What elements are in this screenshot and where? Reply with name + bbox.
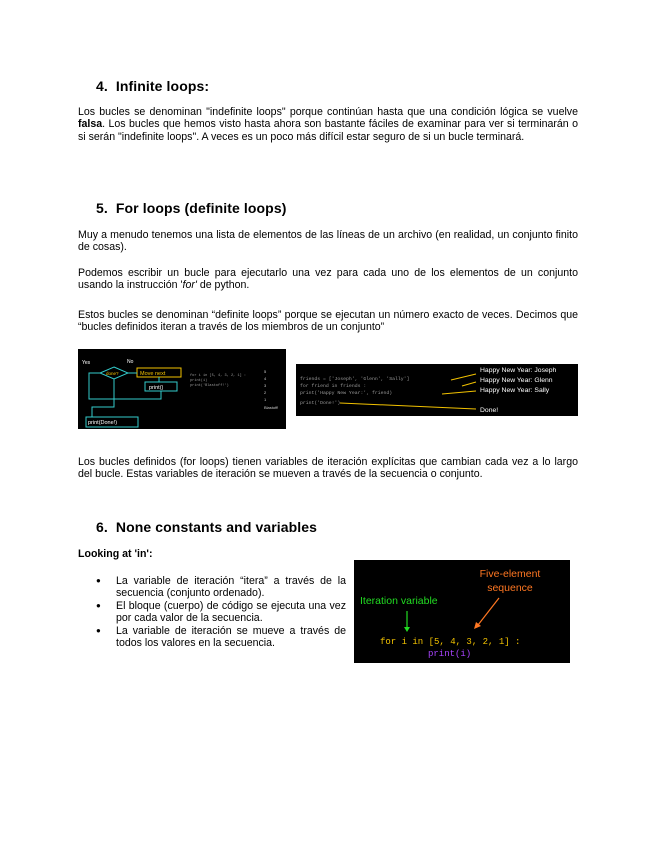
flowchart-code-line: for i in [5, 4, 3, 2, 1] : xyxy=(190,374,247,378)
section-5-title: For loops (definite loops) xyxy=(115,200,287,216)
list-item: ● El bloque (cuerpo) de código se ejecuta una vez por cada valor de la secuencia. xyxy=(94,600,346,625)
section-4-bold-word: falsa xyxy=(78,118,103,131)
iteration-arrowhead xyxy=(404,627,410,632)
sequence-label-line-1: Five-element xyxy=(479,568,541,580)
section-6-title: None constants and variables xyxy=(115,519,318,535)
section-6-number: 6. xyxy=(96,519,108,535)
flowchart-svg xyxy=(78,349,286,429)
friends-code-line: for friend in friends : xyxy=(300,384,367,389)
in-diagram-svg xyxy=(354,560,570,663)
move-next-label: Move next xyxy=(140,371,166,377)
section-4-heading xyxy=(96,78,209,94)
sequence-label-line-2: sequence xyxy=(487,582,533,594)
friends-code-line: friends = ['Joseph', 'Glenn', 'Sally'] xyxy=(300,377,410,382)
friends-code-line: print('Happy New Year:', friend) xyxy=(300,391,393,396)
section-4-title: Infinite loops: xyxy=(115,78,210,94)
friends-output xyxy=(480,367,557,414)
flowchart-image xyxy=(78,349,286,429)
section-4-text-b: . Los bucles que hemos visto hasta ahora son bastante fáciles de examinar para ver si terminarán o si serán "indefinite loops". A veces es un poco más difícil estar seguro de si un bucle terminará. xyxy=(78,118,578,143)
flowchart-output-line: Blastoff! xyxy=(264,405,279,410)
section-6-heading xyxy=(96,519,317,535)
decision-label: done? xyxy=(106,371,119,376)
friends-code-line: print('Done!') xyxy=(300,401,341,406)
section-6-subheading: Looking at 'in': xyxy=(78,548,153,560)
friends-code xyxy=(300,376,409,406)
flowchart-output-line: 1 xyxy=(264,397,267,402)
friends-example-image xyxy=(296,364,578,416)
flowchart-output-line: 4 xyxy=(264,376,267,381)
friends-output-line: Happy New Year: Glenn xyxy=(480,377,553,384)
in-keyword-diagram xyxy=(354,560,570,663)
iteration-variable-label: Iteration variable xyxy=(360,595,438,607)
sequence-arrow xyxy=(478,598,499,625)
in-code-line-1: for i in [5, 4, 3, 2, 1] : xyxy=(380,637,521,647)
yes-label: Yes xyxy=(82,360,91,366)
friends-output-line: Happy New Year: Joseph xyxy=(480,367,557,374)
in-code-line-2: print(i) xyxy=(428,649,472,659)
friends-svg xyxy=(296,364,578,416)
done-label: print(Done!) xyxy=(88,420,118,426)
section-4-number: 4. xyxy=(96,78,108,94)
flowchart-output-line: 5 xyxy=(264,369,267,374)
list-item: ● La variable de iteración se mueve a través de todos los valores en la secuencia. xyxy=(94,625,346,650)
list-item: ● La variable de iteración “itera” a través de la secuencia (conjunto ordenado). xyxy=(94,575,346,600)
flowchart-code xyxy=(190,373,246,388)
section-5-p2-text-a: Podemos escribir un bucle para ejecutarlo una vez para cada uno de los elementos de un conjunto usando la instrucción ' xyxy=(78,267,578,292)
flowchart-code-line: print(i) xyxy=(190,379,208,383)
section-5-paragraph-3: Estos bucles se denominan “definite loops” porque se ejecutan un número exacto de veces. Decimos que “bucles definidos iteran a través de los miembros de un conjunto” xyxy=(78,309,578,334)
flow-arrows xyxy=(89,373,161,417)
section-4-paragraph xyxy=(78,106,578,143)
friends-output-line: Done! xyxy=(480,407,499,414)
section-4-text-a: Los bucles se denominan "indefinite loops" porque continúan hasta que una condición lógica se vuelve xyxy=(78,106,578,118)
flowchart-output-line: 3 xyxy=(264,383,267,388)
in-bullet-list xyxy=(94,575,346,649)
section-5-paragraph-4: Los bucles definidos (for loops) tienen variables de iteración explícitas que cambian cada vez a lo largo del bucle. Estas variables de iteración se mueven a través de la secuencia o conjunto. xyxy=(78,456,578,481)
section-5-p2-italic: for' xyxy=(182,279,197,292)
friends-output-line: Happy New Year: Sally xyxy=(480,387,550,394)
section-5-paragraph-2 xyxy=(78,267,578,292)
section-5-paragraph-1: Muy a menudo tenemos una lista de elementos de las líneas de un archivo (en realidad, un conjunto finito de cosas). xyxy=(78,229,578,254)
section-5-number: 5. xyxy=(96,200,108,216)
section-5-p2-text-b: de python. xyxy=(196,279,250,292)
flowchart-output-line: 2 xyxy=(264,390,267,395)
section-5-heading xyxy=(96,200,286,216)
no-label: No xyxy=(127,359,134,365)
flowchart-output xyxy=(264,369,278,410)
print-label: print() xyxy=(149,385,164,391)
flowchart-code-line: print('Blastoff!') xyxy=(190,384,229,388)
